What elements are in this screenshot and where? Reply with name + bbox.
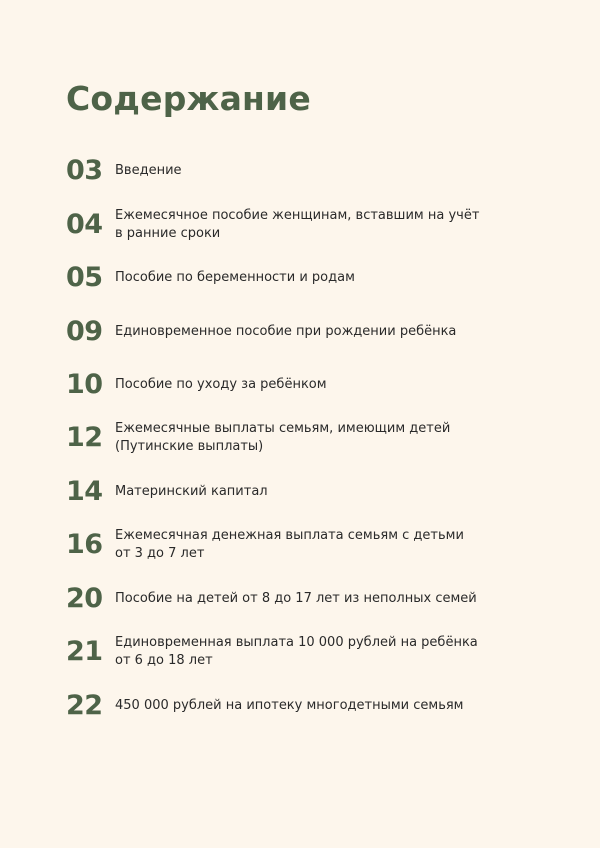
toc-page-number: 14 (66, 476, 103, 507)
toc-item[interactable] (66, 203, 536, 247)
toc-item-label: 450 000 рублей на ипотеку многодетными семьям (115, 698, 464, 713)
toc-page-number: 12 (66, 422, 103, 453)
toc-item-label: Введение (115, 163, 182, 178)
toc-page-number: 09 (66, 316, 103, 347)
toc-item-label: Материнский капитал (115, 484, 268, 499)
toc-page-number: 16 (66, 529, 103, 560)
toc-page-number: 22 (66, 690, 103, 721)
toc-page-number: 21 (66, 636, 103, 667)
toc-item[interactable] (66, 523, 536, 567)
toc-page-number: 04 (66, 209, 103, 240)
toc-item[interactable] (66, 470, 536, 514)
toc-item[interactable] (66, 630, 536, 674)
page-title: Содержание (66, 79, 311, 118)
toc-item-label: Пособие по беременности и родам (115, 270, 355, 285)
toc-item-label: Ежемесячное пособие женщинам, вставшим на учёт в ранние сроки (115, 208, 480, 241)
toc-item[interactable] (66, 149, 536, 193)
toc-page-number: 20 (66, 583, 103, 614)
toc-item-label: Единовременная выплата 10 000 рублей на ребёнка от 6 до 18 лет (115, 635, 478, 668)
toc-item-label: Ежемесячные выплаты семьям, имеющим детей (Путинские выплаты) (115, 421, 451, 454)
toc-item[interactable] (66, 363, 536, 407)
toc-item-label: Пособие на детей от 8 до 17 лет из неполных семей (115, 591, 477, 606)
toc-item[interactable] (66, 684, 536, 728)
toc-item[interactable] (66, 416, 536, 460)
toc-page-number: 03 (66, 155, 103, 186)
toc-item-label: Пособие по уходу за ребёнком (115, 377, 327, 392)
toc-item[interactable] (66, 256, 536, 300)
toc-item[interactable] (66, 577, 536, 621)
toc-item-label: Единовременное пособие при рождении ребёнка (115, 324, 457, 339)
toc-item-label: Ежемесячная денежная выплата семьям с детьми от 3 до 7 лет (115, 528, 464, 561)
toc-page-number: 05 (66, 262, 103, 293)
toc-item[interactable] (66, 310, 536, 354)
toc-page-number: 10 (66, 369, 103, 400)
